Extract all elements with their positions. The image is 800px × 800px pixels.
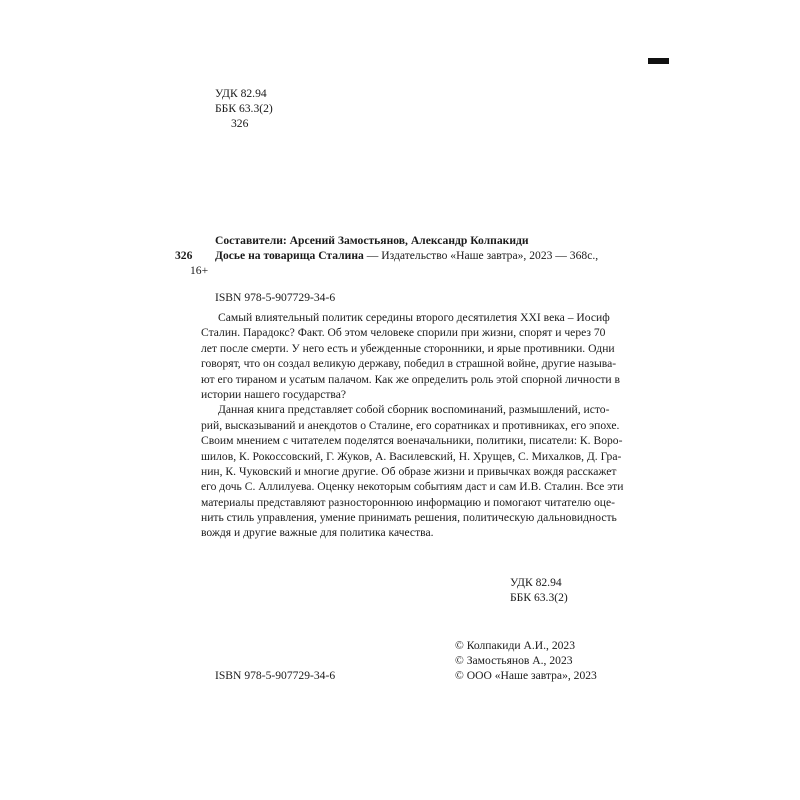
text-line: Своим мнением с читателем поделятся военачальники, политики, писатели: К. Воро- — [201, 434, 623, 448]
title-line — [215, 248, 598, 263]
text-line: говорят, что он создал великую державу, победил в страшной войне, другие называ- — [201, 357, 617, 371]
copyright-2: © Замостьянов А., 2023 — [455, 654, 573, 667]
text-line: лет после смерти. У него есть и убежденные сторонники, и ярые противники. Одни — [201, 341, 615, 355]
author-code-top: 326 — [231, 117, 249, 130]
text-line: Данная книга представляет собой сборник воспоминаний, размышлений, исто- — [218, 403, 610, 417]
author-code: 326 — [175, 249, 193, 262]
text-line: нин, К. Чуковский и многие другие. Об образе жизни и привычках вождя расскажет — [201, 464, 617, 478]
text-line: рий, высказываний и анекдотов о Сталине, его соратниках и противниках, его эпохе. — [201, 418, 620, 432]
udk-bottom: УДК 82.94 — [510, 576, 562, 589]
book-title: Досье на товарища Сталина — [215, 249, 364, 262]
text-line: нить стиль управления, умение принимать решения, политическую дальновидность — [201, 511, 617, 525]
udk-top: УДК 82.94 — [215, 87, 267, 100]
bbk-top: ББК 63.3(2) — [215, 102, 273, 115]
text-line: материалы представляют разностороннюю информацию и помогают читателю оце- — [201, 495, 615, 509]
bbk-bottom: ББК 63.3(2) — [510, 591, 568, 604]
text-line: Самый влиятельный политик середины второго десятилетия XXI века – Иосиф — [218, 311, 610, 324]
text-line: шилов, К. Рокоссовский, Г. Жуков, А. Василевский, Н. Хрущев, С. Михалков, Д. Гра- — [201, 449, 622, 463]
compilers: Составители: Арсений Замостьянов, Александр Колпакиди — [215, 234, 529, 247]
age-rating: 16+ — [190, 264, 209, 277]
text-line: вождя и другие важные для политика качества. — [201, 526, 434, 540]
isbn-bottom: ISBN 978-5-907729-34-6 — [215, 669, 336, 682]
annotation-paragraph-1 — [201, 310, 624, 541]
text-line: истории нашего государства? — [201, 387, 347, 401]
copyright-1: © Колпакиди А.И., 2023 — [455, 639, 576, 652]
text-line: Сталин. Парадокс? Факт. Об этом человеке спорили при жизни, спорят и через 70 — [201, 326, 606, 340]
text-line: его дочь С. Аллилуева. Оценку некоторым событиям даст и сам И.В. Сталин. Все эти — [201, 480, 624, 494]
text-line: ют его тираном и усатым палачом. Как же определить роль этой спорной личности в — [201, 372, 620, 386]
isbn: ISBN 978-5-907729-34-6 — [215, 291, 336, 304]
publisher-info: — Издательство «Наше завтра», 2023 — 368с., — [363, 249, 599, 262]
copyright-3: © ООО «Наше завтра», 2023 — [455, 669, 597, 682]
page-marker-bar — [648, 58, 669, 64]
